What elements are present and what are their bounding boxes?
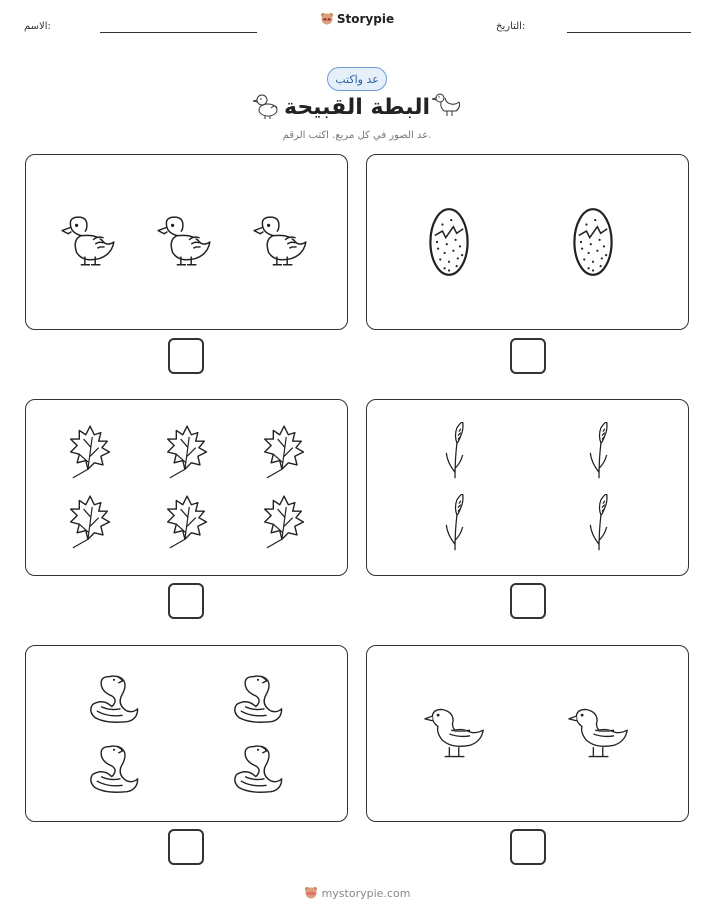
date-label: التاريخ:	[496, 21, 526, 32]
storypie-bear-icon	[320, 12, 334, 26]
count-panel-eggs	[366, 154, 689, 330]
date-line[interactable]	[567, 32, 691, 33]
name-label: الاسم:	[24, 21, 51, 32]
duck-icon	[567, 701, 631, 765]
brand	[0, 12, 714, 26]
count-panel-leaves	[25, 399, 348, 576]
answer-box-ducks[interactable]	[510, 829, 546, 865]
reed-icon	[443, 494, 467, 552]
answer-box-swans[interactable]	[168, 829, 204, 865]
answer-box-leaves[interactable]	[168, 583, 204, 619]
reed-icon	[587, 422, 611, 480]
egg-icon	[571, 207, 615, 277]
answer-box-reeds[interactable]	[510, 583, 546, 619]
brand-name: Storypie	[336, 12, 395, 26]
swan-icon	[88, 738, 140, 796]
duckling-icon	[156, 210, 214, 274]
count-panel-ducklings	[25, 154, 348, 330]
duck-title-icon-right	[432, 91, 462, 121]
footer	[0, 886, 714, 900]
name-line[interactable]	[100, 32, 257, 33]
leaf-icon	[260, 424, 306, 480]
count-panel-swans	[25, 645, 348, 822]
reed-icon	[443, 422, 467, 480]
duckling-icon	[60, 210, 118, 274]
leaf-icon	[66, 424, 112, 480]
count-panel-ducks	[366, 645, 689, 822]
leaf-icon	[163, 494, 209, 550]
count-panel-reeds	[366, 399, 689, 576]
leaf-icon	[260, 494, 306, 550]
swan-icon	[232, 668, 284, 726]
footer-url[interactable]: mystorypie.com	[321, 886, 411, 900]
reed-icon	[587, 494, 611, 552]
leaf-icon	[163, 424, 209, 480]
instructions: عد الصور في كل مربع. اكتب الرقم.	[282, 130, 432, 141]
storypie-bear-icon	[304, 886, 318, 900]
activity-badge: عد واكتب	[327, 67, 387, 91]
page-title: البطة القبيحة	[283, 95, 430, 120]
swan-icon	[88, 668, 140, 726]
egg-icon	[427, 207, 471, 277]
leaf-icon	[66, 494, 112, 550]
swan-icon	[232, 738, 284, 796]
answer-box-ducklings[interactable]	[168, 338, 204, 374]
answer-box-eggs[interactable]	[510, 338, 546, 374]
duckling-icon	[252, 210, 310, 274]
duck-icon	[423, 701, 487, 765]
